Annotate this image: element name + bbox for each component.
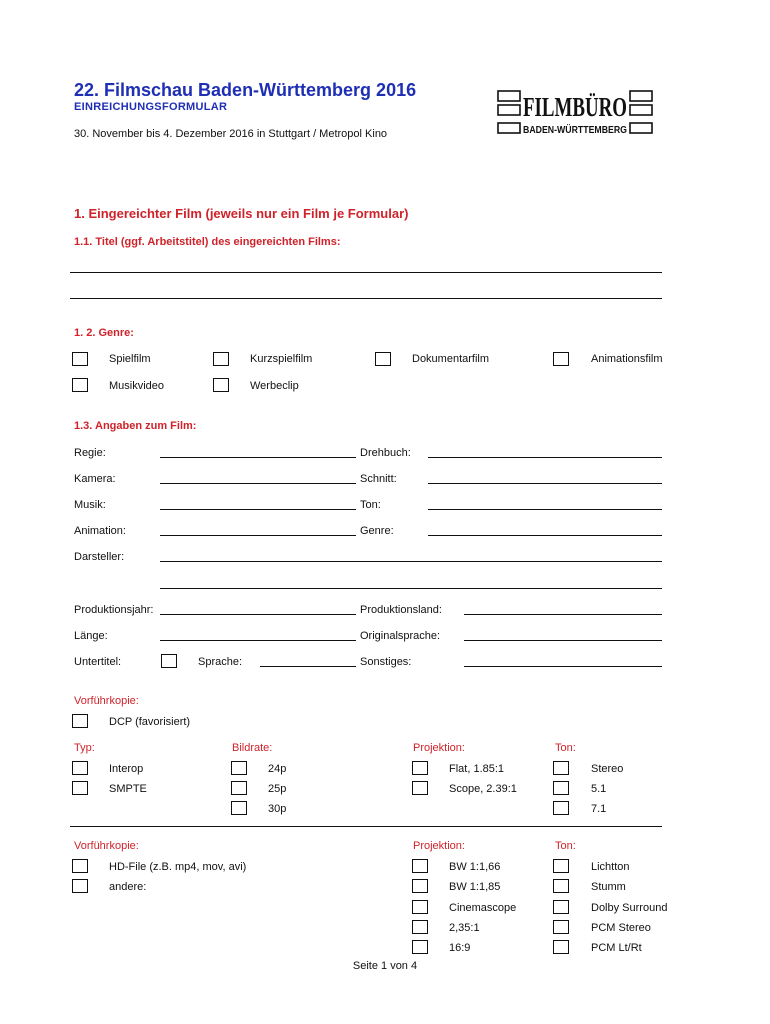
svg-text:BADEN-WÜRTTEMBERG: BADEN-WÜRTTEMBERG [523,125,642,136]
darsteller-input-1[interactable] [160,561,662,562]
laenge-label: Länge: [74,630,108,642]
ton2-label: Stumm [591,881,626,893]
ton-option-label: Stereo [591,763,624,775]
checkbox-30p[interactable] [231,801,247,815]
checkbox-animationsfilm[interactable] [553,352,569,366]
filmbuero-logo [497,88,653,138]
details-heading: 1.3. Angaben zum Film: [74,420,197,432]
darsteller-input-2[interactable] [160,588,662,589]
checkbox-smpte[interactable] [72,781,88,795]
sprache-input[interactable] [260,666,356,667]
genre-label: Musikvideo [109,380,165,392]
ton-heading: Ton: [555,742,576,754]
ton2-label: Lichtton [591,861,630,873]
genre-label: Animationsfilm [591,353,663,365]
projektion-heading: Projektion: [413,742,465,754]
bildrate-label: 25p [268,783,287,795]
title-input-line-1[interactable] [70,272,662,273]
typ-heading: Typ: [74,742,95,754]
bildrate-label: 30p [268,803,287,815]
checkbox-stereo[interactable] [553,761,569,775]
kopie2-heading: Vorführkopie: [74,840,139,852]
checkbox-25p[interactable] [231,781,247,795]
event-dates: 30. November bis 4. Dezember 2016 in Stuttgart / Metropol Kino [74,128,388,140]
checkbox-dokumentarfilm[interactable] [375,352,391,366]
checkbox-pcm-lt-rt[interactable] [553,940,569,954]
checkbox-flat[interactable] [412,761,428,775]
kamera-input[interactable] [160,483,356,484]
projektion-label: Scope, 2.39:1 [449,783,517,795]
checkbox-musikvideo[interactable] [72,378,88,392]
checkbox-untertitel[interactable] [161,654,177,668]
ton-option-label: 5.1 [591,783,607,795]
laenge-input[interactable] [160,640,356,641]
projektion2-label: Cinemascope [449,902,517,914]
genre-label: Spielfilm [109,353,151,365]
genre-field-label: Genre: [360,525,394,537]
checkbox-235[interactable] [412,920,428,934]
checkbox-dcp[interactable] [72,714,88,728]
ton-input[interactable] [428,509,662,510]
projektion2-label: 2,35:1 [449,922,480,934]
schnitt-label: Schnitt: [360,473,397,485]
produktionsjahr-label: Produktionsjahr: [74,604,154,616]
checkbox-kurzspielfilm[interactable] [213,352,229,366]
sonstiges-label: Sonstiges: [360,656,412,668]
checkbox-dolby-surround[interactable] [553,900,569,914]
produktionsland-input[interactable] [464,614,662,615]
projektion2-label: BW 1:1,85 [449,881,501,893]
checkbox-andere[interactable] [72,879,88,893]
projektion2-heading: Projektion: [413,840,465,852]
genre-input[interactable] [428,535,662,536]
checkbox-bw-166[interactable] [412,859,428,873]
sonstiges-input[interactable] [464,666,662,667]
checkbox-5-1[interactable] [553,781,569,795]
sprache-label: Sprache: [198,656,243,668]
genre-label: Werbeclip [250,380,299,392]
ton2-label: Dolby Surround [591,902,668,914]
animation-label: Animation: [74,525,126,537]
checkbox-cinemascope[interactable] [412,900,428,914]
kamera-label: Kamera: [74,473,116,485]
darsteller-label: Darsteller: [74,551,125,563]
ton2-heading: Ton: [555,840,576,852]
ton2-label: PCM Stereo [591,922,651,934]
drehbuch-input[interactable] [428,457,662,458]
drehbuch-label: Drehbuch: [360,447,411,459]
checkbox-pcm-stereo[interactable] [553,920,569,934]
section-divider [70,826,662,827]
musik-input[interactable] [160,509,356,510]
checkbox-24p[interactable] [231,761,247,775]
form-subtitle: EINREICHUNGSFORMULAR [74,101,228,113]
bildrate-heading: Bildrate: [232,742,273,754]
schnitt-input[interactable] [428,483,662,484]
checkbox-16-9[interactable] [412,940,428,954]
animation-input[interactable] [160,535,356,536]
section-heading: 1. Eingereichter Film (jeweils nur ein Film je Formular) [74,206,409,221]
file-label: andere: [109,881,147,893]
ton-label: Ton: [360,499,381,511]
page-title: 22. Filmschau Baden-Württemberg 2016 [74,80,417,100]
page-number: Seite 1 von 4 [352,960,418,972]
produktionsland-label: Produktionsland: [360,604,442,616]
checkbox-interop[interactable] [72,761,88,775]
ton2-label: PCM Lt/Rt [591,942,642,954]
musik-label: Musik: [74,499,106,511]
checkbox-stumm[interactable] [553,879,569,893]
checkbox-hd-file[interactable] [72,859,88,873]
checkbox-werbeclip[interactable] [213,378,229,392]
originalsprache-label: Originalsprache: [360,630,441,642]
ton-option-label: 7.1 [591,803,607,815]
produktionsjahr-input[interactable] [160,614,356,615]
typ-label: Interop [109,763,144,775]
genre-label: Dokumentarfilm [412,353,490,365]
file-label: HD-File (z.B. mp4, mov, avi) [109,861,247,873]
kopie-heading: Vorführkopie: [74,695,139,707]
title-input-line-2[interactable] [70,298,662,299]
projektion2-label: BW 1:1,66 [449,861,501,873]
checkbox-spielfilm[interactable] [72,352,88,366]
projektion2-label: 16:9 [449,942,471,954]
checkbox-lichtton[interactable] [553,859,569,873]
regie-input[interactable] [160,457,356,458]
dcp-label: DCP (favorisiert) [109,716,191,728]
checkbox-7-1[interactable] [553,801,569,815]
regie-label: Regie: [74,447,106,459]
svg-text:FILMBÜRO: FILMBÜRO [523,92,627,122]
genre-heading: 1. 2. Genre: [74,327,134,339]
bildrate-label: 24p [268,763,287,775]
checkbox-bw-185[interactable] [412,879,428,893]
originalsprache-input[interactable] [464,640,662,641]
untertitel-label: Untertitel: [74,656,122,668]
projektion-label: Flat, 1.85:1 [449,763,505,775]
checkbox-scope[interactable] [412,781,428,795]
title-label: 1.1. Titel (ggf. Arbeitstitel) des eingereichten Films: [74,236,341,248]
typ-label: SMPTE [109,783,147,795]
genre-label: Kurzspielfilm [250,353,313,365]
